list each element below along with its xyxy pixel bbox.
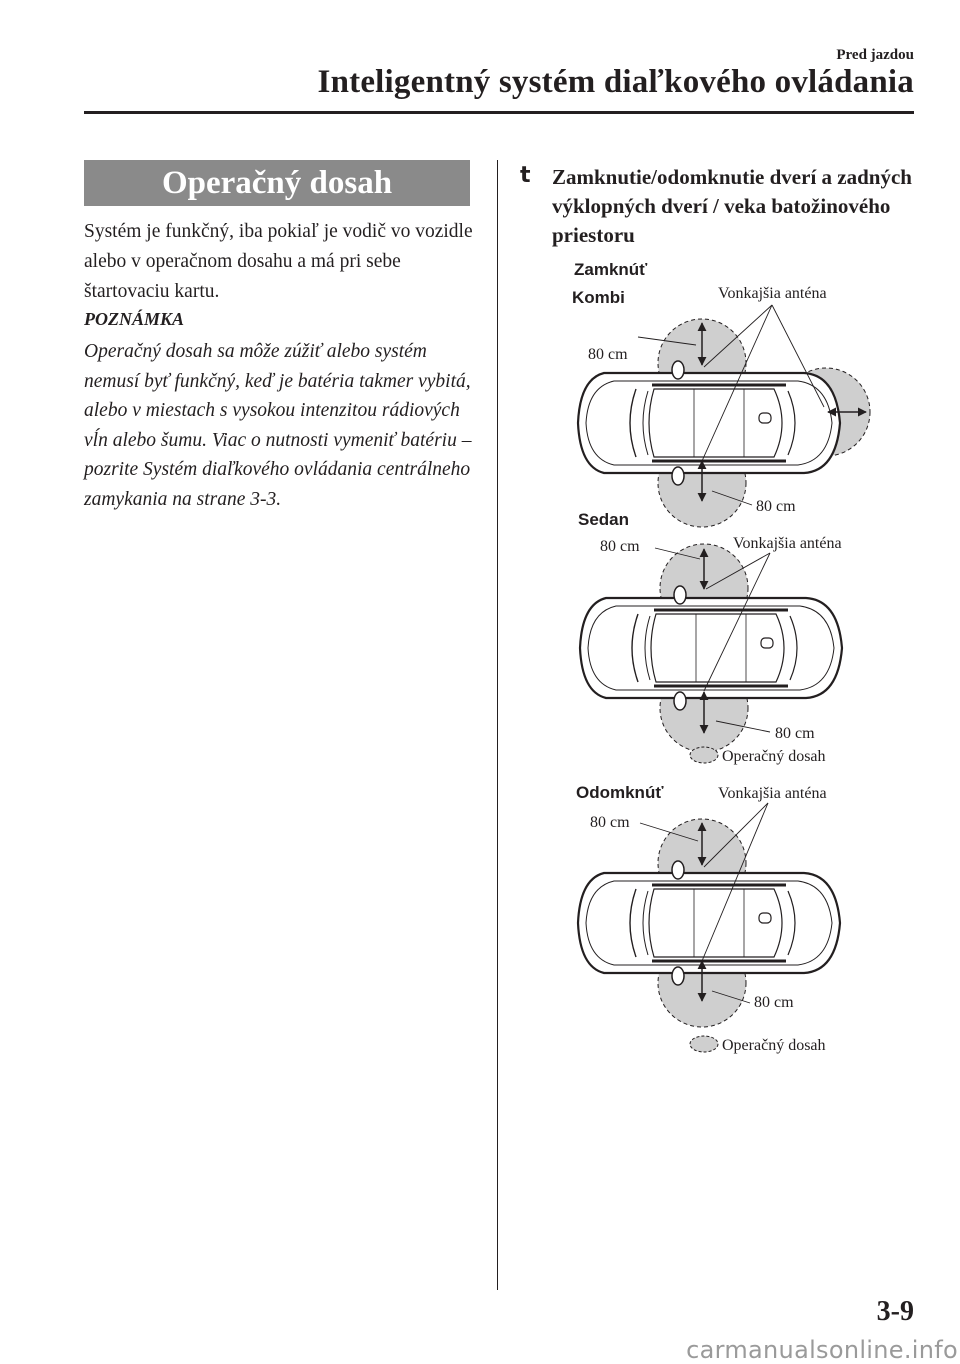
range-legend-swatch [690,747,718,763]
distance-label: 80 cm [775,725,815,742]
range-legend-label: Operačný dosah [722,1037,826,1054]
column-divider [497,160,498,1290]
note-text: Operačný dosah sa môže zúžiť alebo systém nemusí byť funkčný, keď je batéria takmer vybitá, alebo v miestach s vysokou intenzitou rádiových vĺn alebo šumu. Viac o nutnosti vymeniť batériu – pozrite Systém diaľkového ovládania centrálneho zamykania na strane 3-3. [84,341,472,510]
note-title: POZNÁMKA [84,309,185,329]
unlock-label: Odomknúť [576,783,664,802]
kombi-label: Kombi [572,288,625,307]
bullet-marker: t [520,163,531,188]
sedan-label: Sedan [578,510,630,529]
lock-label: Zamknúť [574,260,648,279]
sedan-diagram [578,510,842,765]
distance-label: 80 cm [588,346,628,363]
unlock-diagram [576,783,840,1054]
range-legend-swatch [690,1036,718,1052]
page-number: 3-9 [876,1296,914,1327]
sub-heading: Zamknutie/odomknutie dverí a zadných výklopných dverí / veka batožinového priestoru [552,165,912,247]
antenna-label: Vonkajšia anténa [718,285,827,302]
body-paragraph: Systém je funkčný, iba pokiaľ je vodič vo vozidle alebo v operačnom dosahu a má pri sebe štartovaciu kartu. [84,221,473,302]
distance-label: 80 cm [754,994,794,1011]
section-banner: Operačný dosah [84,160,470,206]
antenna-label: Vonkajšia anténa [718,785,827,802]
kombi-diagram [572,260,870,527]
chapter-label: Pred jazdou [836,47,914,63]
antenna-label: Vonkajšia anténa [733,535,842,552]
distance-label: 80 cm [590,814,630,831]
range-legend-label: Operačný dosah [722,748,826,765]
header-rule [84,111,914,114]
distance-label: 80 cm [756,498,796,515]
watermark: carmanualsonline.info [686,1336,958,1364]
range-diagram [560,255,880,1065]
distance-label: 80 cm [600,538,640,555]
page-title: Inteligentný systém diaľkového ovládania [317,64,914,100]
